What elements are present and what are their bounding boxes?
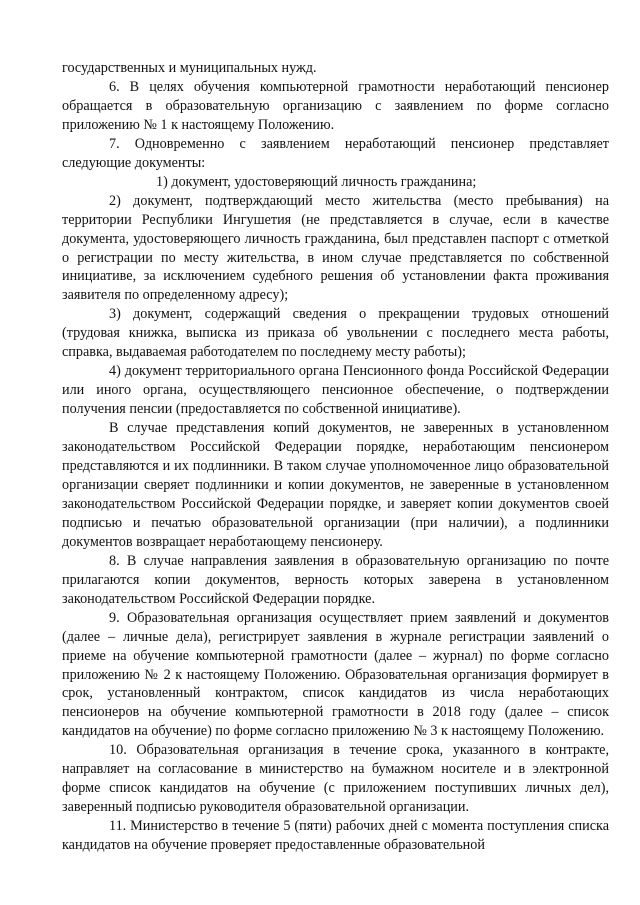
list-item-4: 4) документ территориального органа Пенсионного фонда Российской Федерации или иного органа, осуществляющего пенсионное обеспечение, о подтверждении получения пенсии (предоставляется по собственной инициативе). (62, 363, 609, 418)
paragraph-item-11: 11. Министерство в течение 5 (пяти) рабочих дней с момента поступления списка кандидатов на обучение проверяет предоставленные образовательной (62, 818, 609, 854)
paragraph-item-9: 9. Образовательная организация осуществляет прием заявлений и документов (далее – личные дела), регистрирует заявления в журнале регистрации заявлений о приеме на обучение компьютерной грамотности (далее – журнал) по форме согласно приложению № 2 к настоящему Положению. Образовательная организация формирует в срок, установленный контрактом, список кандидатов из числа неработающих пенсионеров на обучение компьютерной грамотности в 2018 году (далее – список кандидатов на обучение) по форме согласно приложению № 3 к настоящему Положению. (62, 609, 609, 740)
list-item-2: 2) документ, подтверждающий место жительства (место пребывания) на территории Республики Ингушетия (не представляется в случае, если в качестве документа, удостоверяющего личность гражданина, был представлен паспорт с отметкой о регистрации по месту жительства, в ином случае представляется по собственной инициативе, за исключением судебного решения об установлении факта проживания заявителя по определенному адресу); (62, 192, 609, 304)
document-page (62, 59, 609, 855)
list-item-1: 1) документ, удостоверяющий личность гражданина; (156, 173, 477, 190)
paragraph-item-10: 10. Образовательная организация в течение срока, указанного в контракте, направляет на согласование в министерство на бумажном носителе и в электронной форме список кандидатов на обучение (с приложением поступивших личных дел), заверенный подписью руководителя образовательной организации. (62, 742, 609, 816)
paragraph-copies: В случае представления копий документов, не заверенных в установленном законодательством Российской Федерации порядке, неработающим пенсионером представляются и их подлинники. В таком случае уполномоченное лицо образовательной организации сверяет подлинники и копии документов, не заверенные в установленном законодательством Российской Федерации порядке, и заверяет копии документов своей подписью и печатью образовательной организации (при наличии), а подлинники документов возвращает неработающему пенсионеру. (62, 420, 609, 550)
list-item-3: 3) документ, содержащий сведения о прекращении трудовых отношений (трудовая книжка, выписка из приказа об увольнении с последнего места работы, справка, выдаваемая работодателем по последнему месту работы); (62, 306, 609, 361)
paragraph-item-8: 8. В случае направления заявления в образовательную организацию по почте прилагаются копии документов, верность которых заверена в установленном законодательством Российской Федерации порядке. (62, 552, 609, 607)
paragraph-item-7: 7. Одновременно с заявлением неработающий пенсионер представляет следующие документы: (62, 135, 609, 171)
paragraph-continuation: государственных и муниципальных нужд. (62, 60, 317, 76)
paragraph-item-6: 6. В целях обучения компьютерной грамотности неработающий пенсионер обращается в образовательную организацию с заявлением по форме согласно приложению № 1 к настоящему Положению. (62, 78, 609, 133)
